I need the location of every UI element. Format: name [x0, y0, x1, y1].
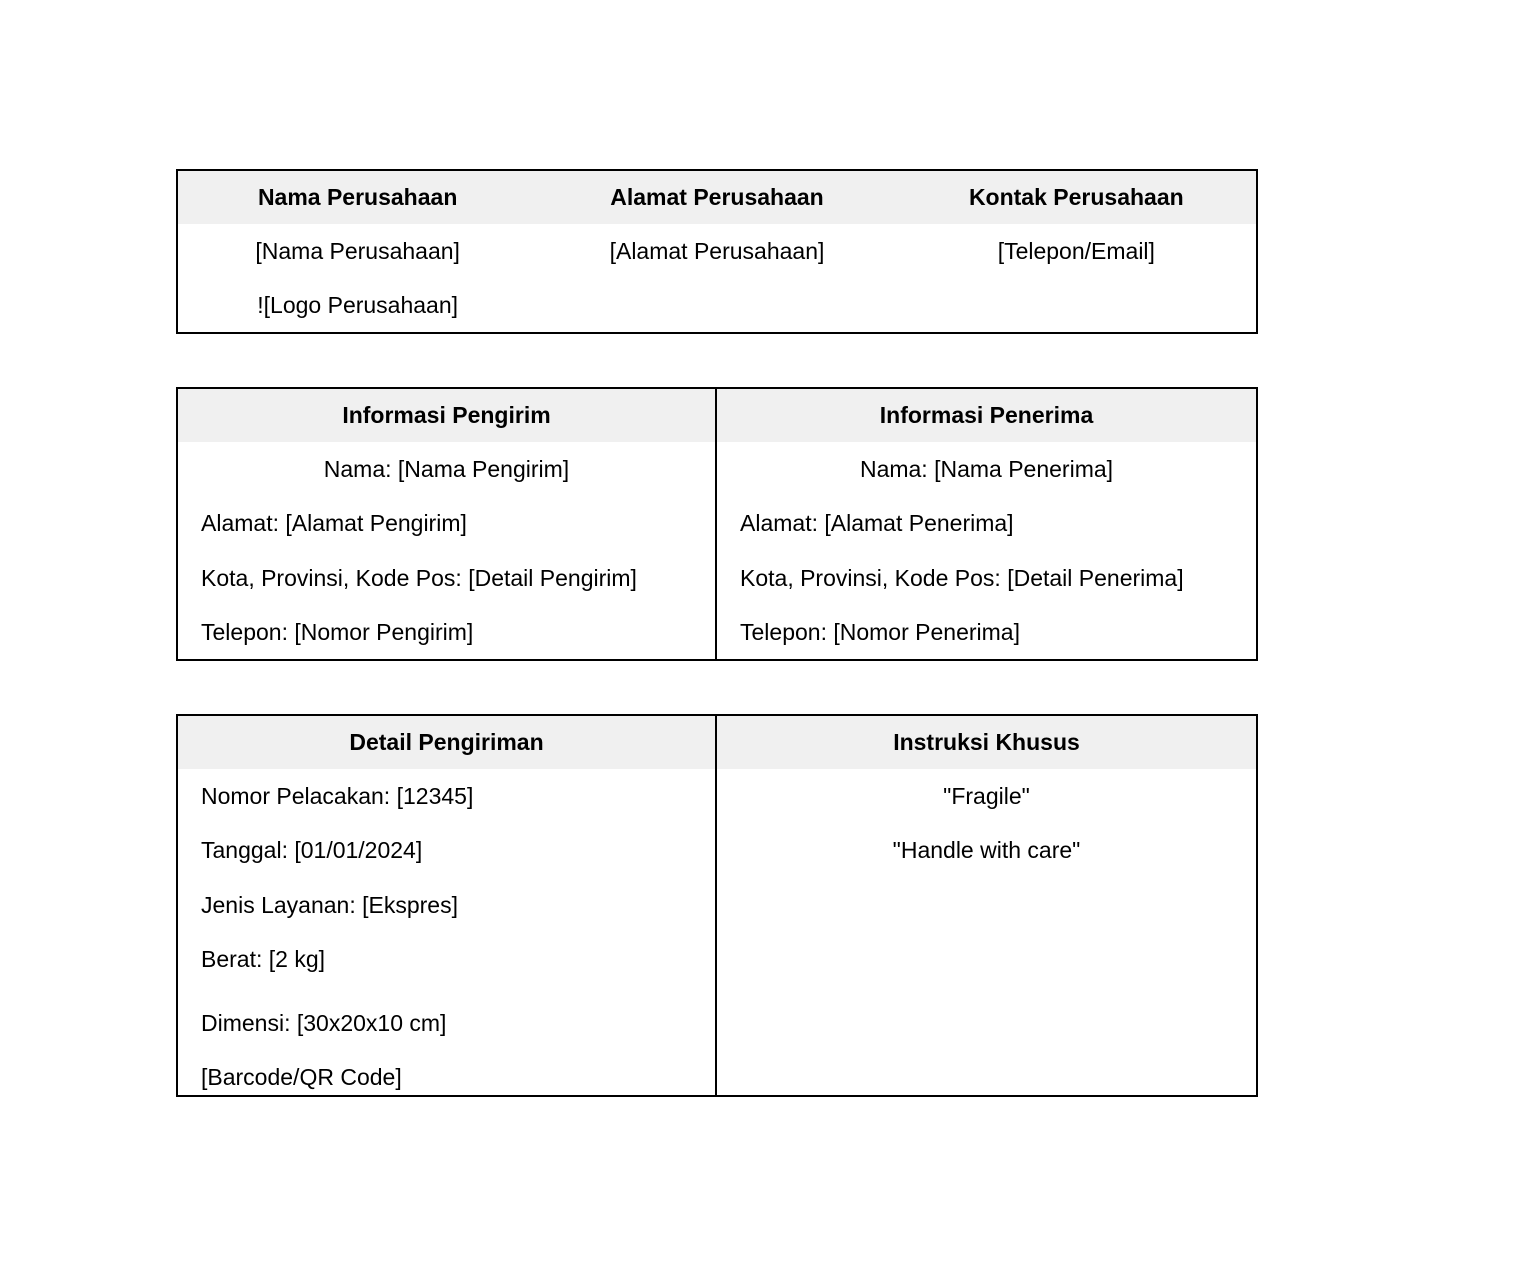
recipient-address: Alamat: [Alamat Penerima]	[740, 510, 1014, 537]
company-logo-placeholder: ![Logo Perusahaan]	[257, 291, 459, 318]
company-logo-row	[178, 278, 1256, 332]
company-address-value: [Alamat Perusahaan]	[609, 237, 825, 264]
service-type: Jenis Layanan: [Ekspres]	[201, 891, 458, 918]
sender-column	[178, 389, 717, 659]
instructions-column	[717, 716, 1256, 1095]
empty-cell	[537, 278, 896, 332]
sender-name: Nama: [Nama Pengirim]	[323, 455, 570, 482]
sender-address: Alamat: [Alamat Pengirim]	[201, 510, 467, 537]
sender-phone: Telepon: [Nomor Pengirim]	[201, 619, 474, 646]
empty-cell	[897, 278, 1256, 332]
company-value-row	[178, 224, 1256, 278]
instructions-header: Instruksi Khusus	[717, 716, 1256, 769]
dimensions: Dimensi: [30x20x10 cm]	[201, 1009, 447, 1036]
shipment-header: Detail Pengiriman	[178, 716, 715, 769]
parties-table	[176, 387, 1258, 661]
company-name-header: Nama Perusahaan	[257, 184, 458, 210]
company-address-header: Alamat Perusahaan	[610, 184, 824, 210]
shipment-column	[178, 716, 717, 1095]
recipient-city: Kota, Provinsi, Kode Pos: [Detail Penerima]	[740, 564, 1184, 591]
shipment-table	[176, 714, 1258, 1097]
company-name-value: [Nama Perusahaan]	[255, 237, 460, 264]
company-contact-header: Kontak Perusahaan	[968, 184, 1184, 210]
shipment-date: Tanggal: [01/01/2024]	[201, 837, 423, 864]
instruction-item: "Fragile"	[943, 782, 1030, 809]
company-contact-value: [Telepon/Email]	[997, 237, 1155, 264]
recipient-name: Nama: [Nama Penerima]	[859, 455, 1114, 482]
recipient-phone: Telepon: [Nomor Penerima]	[740, 619, 1020, 646]
company-header-row	[178, 171, 1256, 224]
weight: Berat: [2 kg]	[201, 946, 326, 973]
tracking-number: Nomor Pelacakan: [12345]	[201, 782, 474, 809]
company-table	[176, 169, 1258, 334]
barcode-placeholder: [Barcode/QR Code]	[201, 1063, 402, 1090]
sender-header: Informasi Pengirim	[178, 389, 715, 442]
recipient-column	[717, 389, 1256, 659]
instruction-item: "Handle with care"	[892, 837, 1081, 864]
recipient-header: Informasi Penerima	[717, 389, 1256, 442]
sender-city: Kota, Provinsi, Kode Pos: [Detail Pengirim]	[201, 564, 637, 591]
